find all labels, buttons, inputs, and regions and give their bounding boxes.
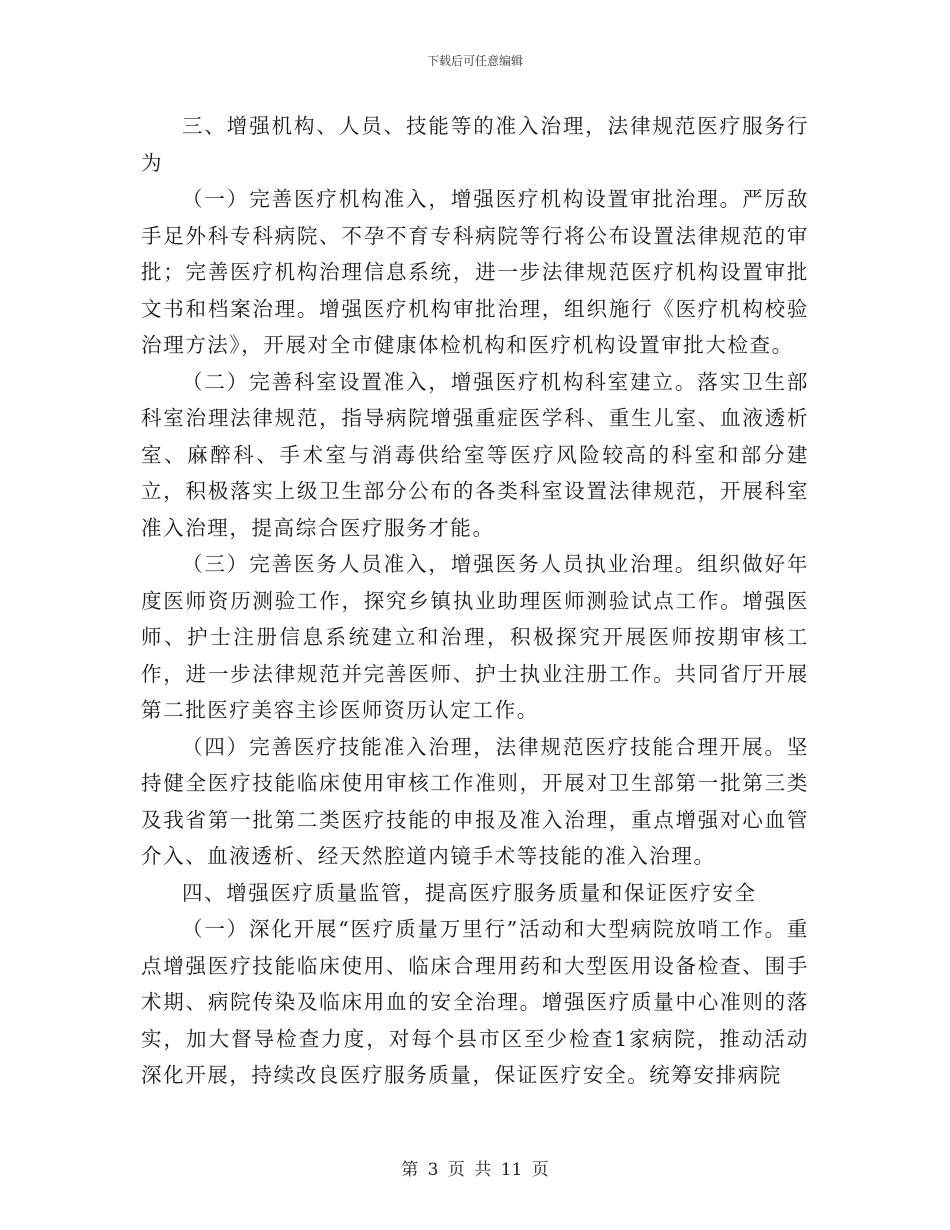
paragraph: （一）完善医疗机构准入，增强医疗机构设置审批治理。严厉敌手足外科专科病院、不孕不育专科病院等行将公布设置法律规范的审批；完善医疗机构治理信息系统，进一步法律规范医疗机构设置审批文书和档案治理。增强医疗机构审批治理，组织施行《医疗机构校验治理方法》，开展对全市健康体检机构和医疗机构设置审批大检查。: [141, 187, 809, 357]
paragraph: （三）完善医务人员准入，增强医务人员执业治理。组织做好年度医师资历测验工作，探究乡镇执业助理医师测验试点工作。增强医师、护士注册信息系统建立和治理，积极探究开展医师按期审核工作，进一步法律规范并完善医师、护士执业注册工作。共同省厅开展第二批医疗美容主诊医师资历认定工作。: [141, 552, 809, 722]
paragraph: （四）完善医疗技能准入治理，法律规范医疗技能合理开展。坚持健全医疗技能临床使用审核工作准则，开展对卫生部第一批第三类及我省第一批第二类医疗技能的申报及准入治理，重点增强对心血管介入、血液透析、经天然腔道内镜手术等技能的准入治理。: [141, 734, 809, 868]
paragraph: （二）完善科室设置准入，增强医疗机构科室建立。落实卫生部科室治理法律规范，指导病院增强重症医学科、重生儿室、血液透析室、麻醉科、手术室与消毒供给室等医疗风险较高的科室和部分建立，积极落实上级卫生部分公布的各类科室设置法律规范，开展科室准入治理，提高综合医疗服务才能。: [141, 369, 809, 540]
section-heading-3: 三、增强机构、人员、技能等的准入治理，法律规范医疗服务行为: [141, 114, 809, 175]
document-body: [141, 108, 809, 1094]
page-header: 下载后可任意编辑: [426, 54, 523, 68]
paragraph: （一）深化开展“医疗质量万里行”活动和大型病院放哨工作。重点增强医疗技能临床使用、临床合理用药和大型医用设备检查、围手术期、病院传染及临床用血的安全治理。增强医疗质量中心准则的落实，加大督导检查力度，对每个县市区至少检查1家病院，推动活动深化开展，持续改良医疗服务质量，保证医疗安全。统筹安排病院: [141, 917, 809, 1087]
section-heading-4: 四、增强医疗质量监管，提高医疗服务质量和保证医疗安全: [182, 880, 757, 905]
page-number: 第 3 页 共 11 页: [401, 1160, 549, 1180]
